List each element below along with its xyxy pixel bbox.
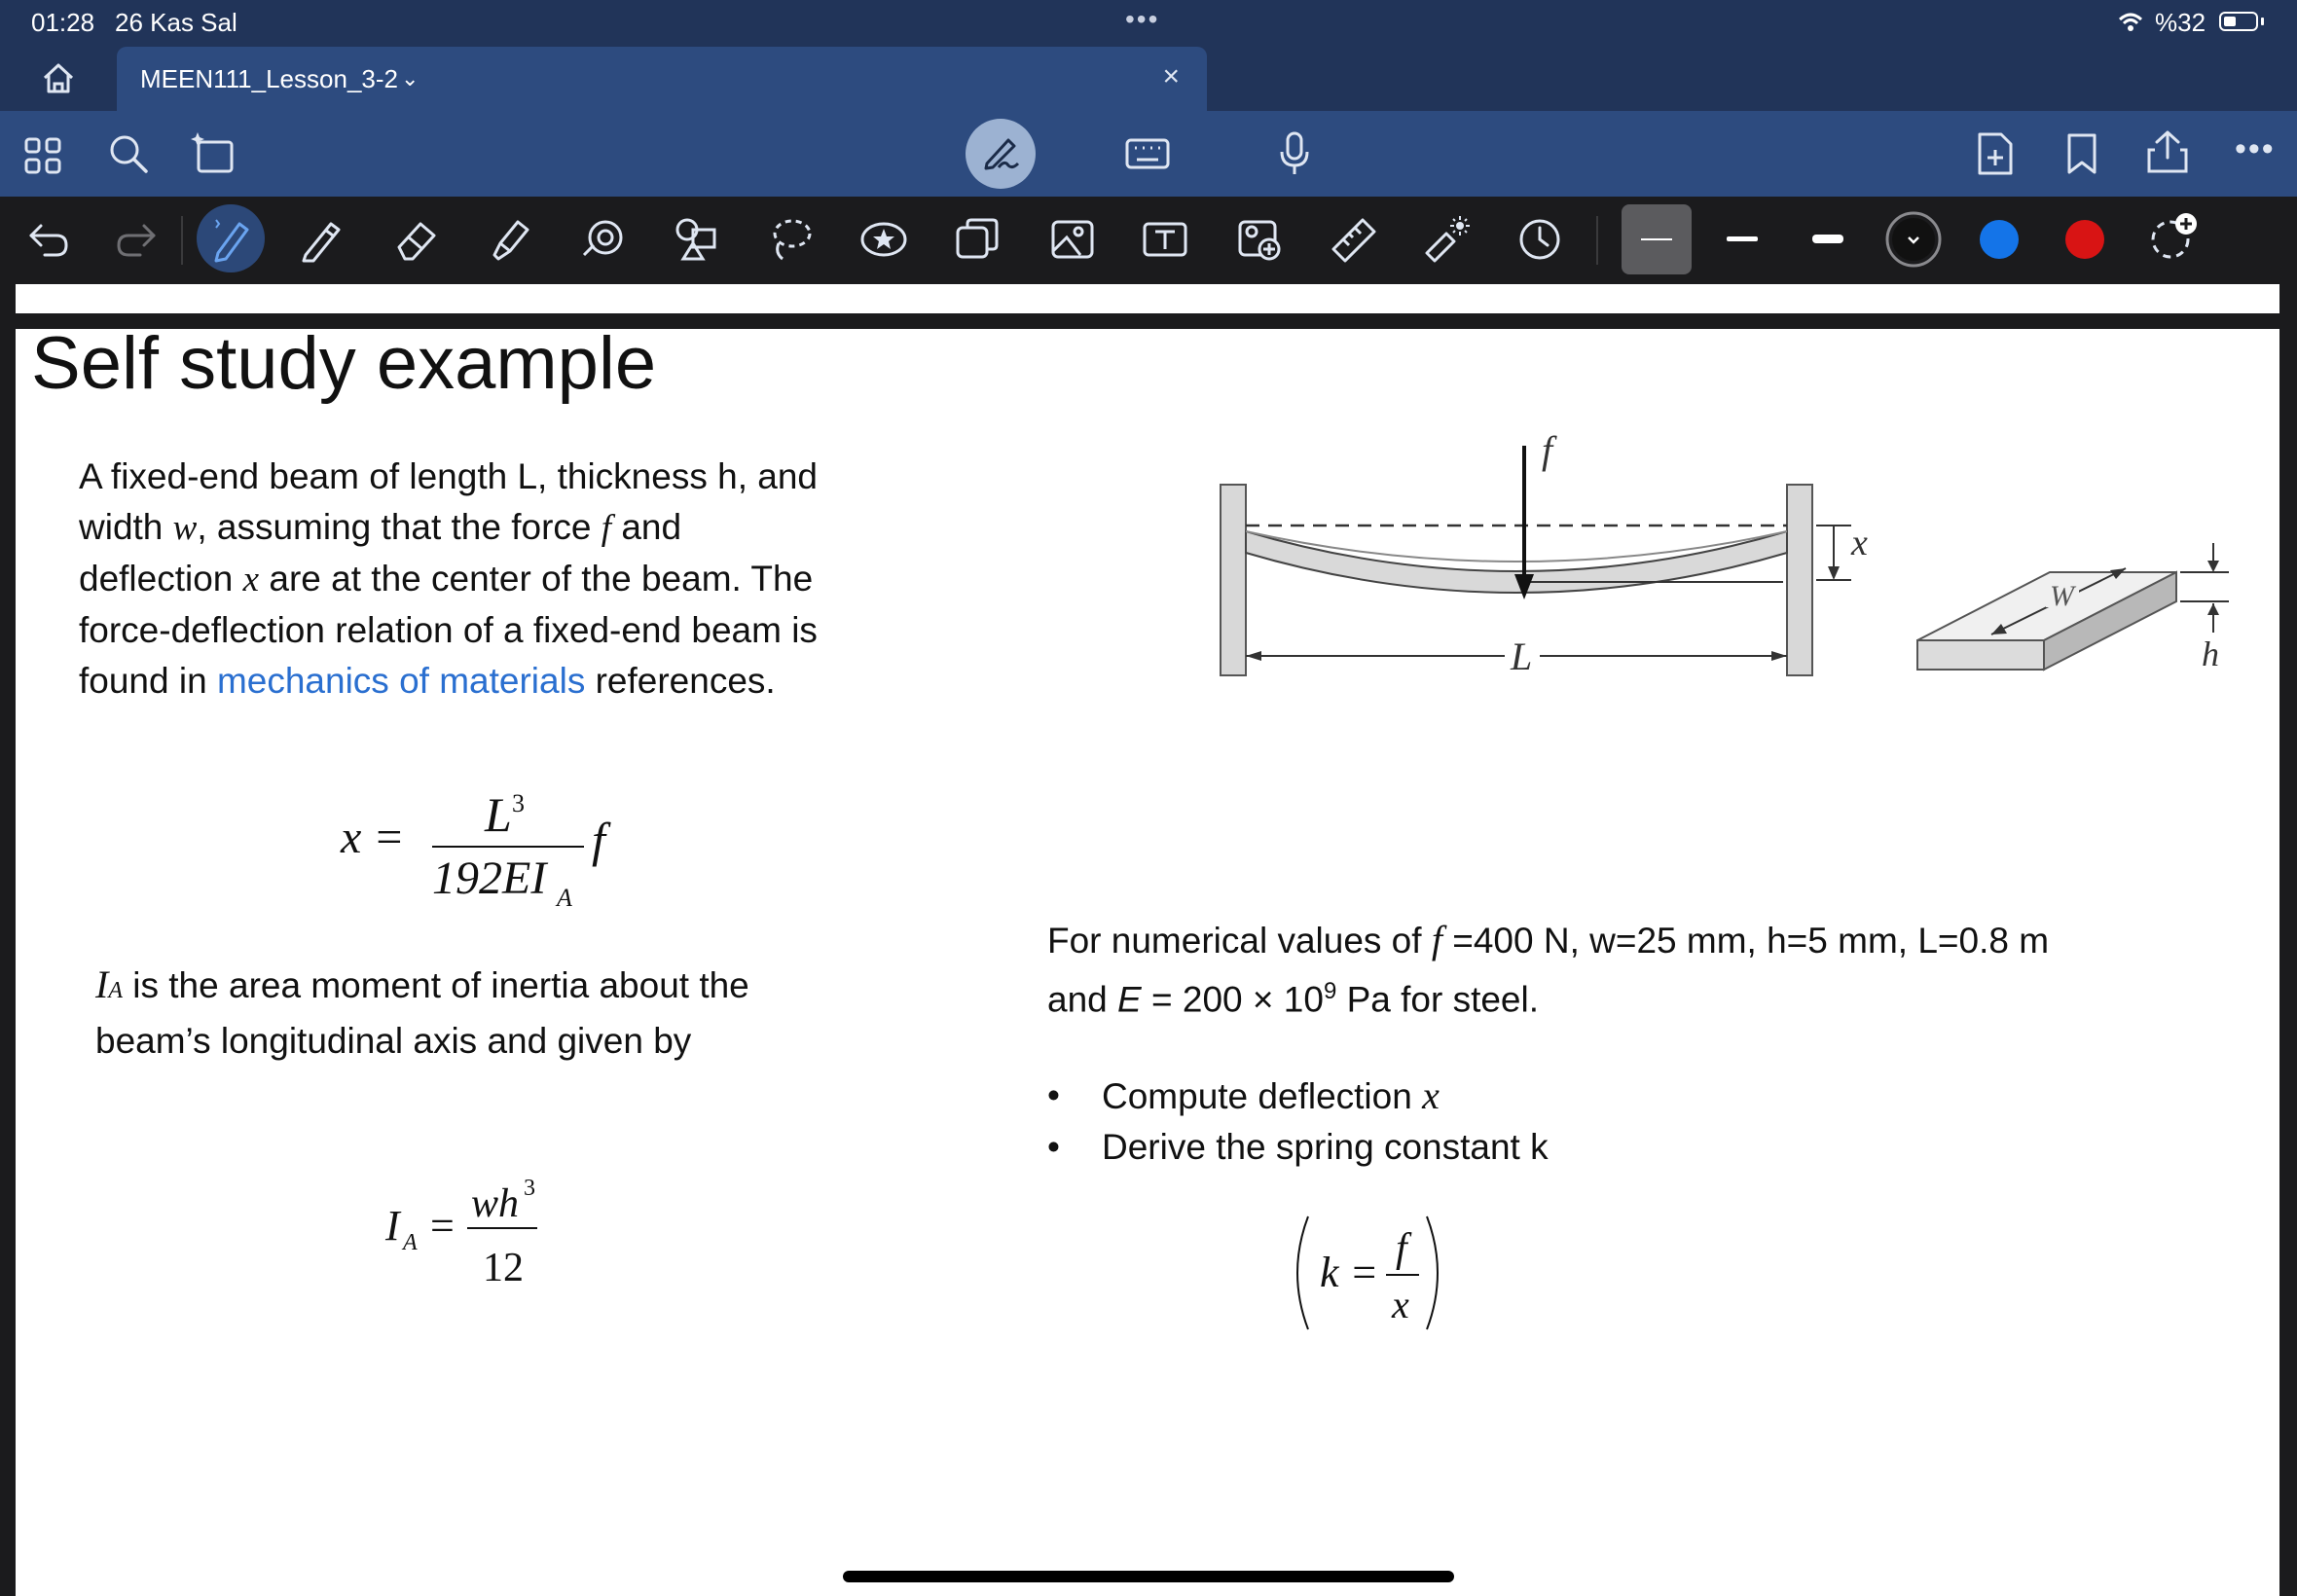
- search-icon[interactable]: [107, 132, 150, 175]
- keyboard-icon[interactable]: [1125, 136, 1170, 171]
- svg-text:wh: wh: [471, 1181, 520, 1226]
- document-tab[interactable]: [117, 47, 1207, 111]
- color-red-swatch[interactable]: [2065, 220, 2104, 259]
- thickness-thin-icon: [1641, 238, 1672, 240]
- highlighter-icon[interactable]: [487, 216, 533, 263]
- elements-icon[interactable]: [1236, 216, 1285, 263]
- status-bar: [0, 0, 2297, 47]
- mechanics-link[interactable]: mechanics of materials: [216, 661, 586, 701]
- thickness-thick-icon[interactable]: [1812, 235, 1843, 243]
- battery-percent: %32: [2155, 8, 2206, 37]
- sticker-icon[interactable]: [858, 216, 909, 263]
- svg-text:3: 3: [512, 789, 525, 817]
- multitask-dots-icon[interactable]: •••: [1125, 4, 1160, 34]
- svg-text:k =: k =: [1320, 1249, 1379, 1296]
- color-blue-swatch[interactable]: [1980, 220, 2019, 259]
- intro-paragraph: A fixed-end beam of length L, thickness h, and width w, assuming that the force f and deflection x are at the center of the beam. The force-deflection relation of a fixed-end beam is found in mechanics of materials references.: [79, 456, 818, 701]
- share-icon[interactable]: [2145, 128, 2190, 175]
- numeric-values: For numerical values of f =400 N, w=25 mm, h=5 mm, L=0.8 m and $E = 200 \times 10^9$ Pa for steel.: [1047, 918, 2050, 1020]
- svg-text:x: x: [1392, 1283, 1409, 1326]
- sticky-note-icon[interactable]: [954, 216, 1001, 263]
- beam-diagram: [1203, 426, 2254, 679]
- svg-text:I: I: [385, 1202, 400, 1250]
- task-list: [1047, 1070, 1549, 1173]
- handwriting-icon: [981, 132, 1022, 173]
- shapes-icon[interactable]: [674, 216, 722, 263]
- clock-icon[interactable]: [1516, 216, 1563, 263]
- microphone-icon[interactable]: [1279, 130, 1310, 177]
- svg-text:f: f: [1542, 428, 1553, 472]
- grid-icon[interactable]: [23, 136, 62, 175]
- add-page-icon[interactable]: [1976, 130, 2015, 177]
- svg-text:W: W: [2050, 580, 2074, 612]
- close-icon[interactable]: ×: [1162, 60, 1180, 92]
- svg-text:x: x: [1851, 523, 1868, 563]
- list-item: • Compute deflection x: [1047, 1070, 1549, 1122]
- slide-title: Self study example: [31, 329, 657, 405]
- home-icon[interactable]: [39, 60, 78, 95]
- tab-title: MEEN111_Lesson_3-2: [140, 64, 398, 93]
- shape-recognition-icon[interactable]: [580, 216, 627, 263]
- slide-page[interactable]: [16, 329, 2279, 1596]
- svg-text:A: A: [557, 884, 572, 912]
- wifi-icon: [2118, 12, 2143, 33]
- svg-text:12: 12: [483, 1246, 524, 1290]
- spring-constant-equation: [1281, 1211, 1456, 1337]
- eraser-icon[interactable]: [393, 216, 440, 263]
- chevron-down-icon[interactable]: ⌄: [401, 66, 419, 91]
- lasso-icon[interactable]: [767, 216, 814, 263]
- undo-icon[interactable]: [27, 220, 70, 259]
- ai-select-icon[interactable]: [189, 130, 237, 177]
- laser-pointer-icon[interactable]: [1421, 214, 1472, 263]
- color-black-swatch[interactable]: [1884, 210, 1943, 269]
- svg-text:L: L: [485, 787, 512, 842]
- svg-text:192EI: 192EI: [432, 852, 547, 904]
- pen-icon: [210, 216, 253, 263]
- add-color-icon[interactable]: [2147, 210, 2202, 265]
- home-indicator[interactable]: [843, 1571, 1454, 1582]
- more-icon[interactable]: •••: [2235, 130, 2276, 167]
- status-date: 26 Kas Sal: [115, 8, 237, 37]
- svg-text:f: f: [1396, 1226, 1407, 1271]
- svg-text:x =: x =: [341, 812, 405, 863]
- bookmark-icon[interactable]: [2065, 132, 2098, 175]
- thickness-medium-icon[interactable]: [1727, 236, 1758, 241]
- battery-icon: [2219, 12, 2258, 31]
- svg-text:f: f: [592, 813, 605, 867]
- image-icon[interactable]: [1049, 216, 1096, 263]
- status-time: 01:28: [31, 8, 95, 37]
- pencil-icon[interactable]: [298, 216, 345, 263]
- deflection-equation: [337, 767, 648, 913]
- text-box-icon[interactable]: [1141, 216, 1189, 263]
- ruler-icon[interactable]: [1330, 216, 1378, 263]
- svg-text:A: A: [403, 1230, 418, 1255]
- svg-text:h: h: [2202, 635, 2219, 673]
- list-item: • Derive the spring constant k: [1047, 1122, 1549, 1173]
- svg-text:=: =: [430, 1202, 455, 1250]
- previous-page-edge: [16, 284, 2279, 313]
- inertia-equation: [366, 1146, 561, 1292]
- svg-text:3: 3: [524, 1176, 535, 1201]
- redo-icon[interactable]: [115, 220, 158, 259]
- svg-text:L: L: [1511, 635, 1533, 678]
- inertia-paragraph: IA is the area moment of inertia about the beam’s longitudinal axis and given by: [95, 962, 749, 1061]
